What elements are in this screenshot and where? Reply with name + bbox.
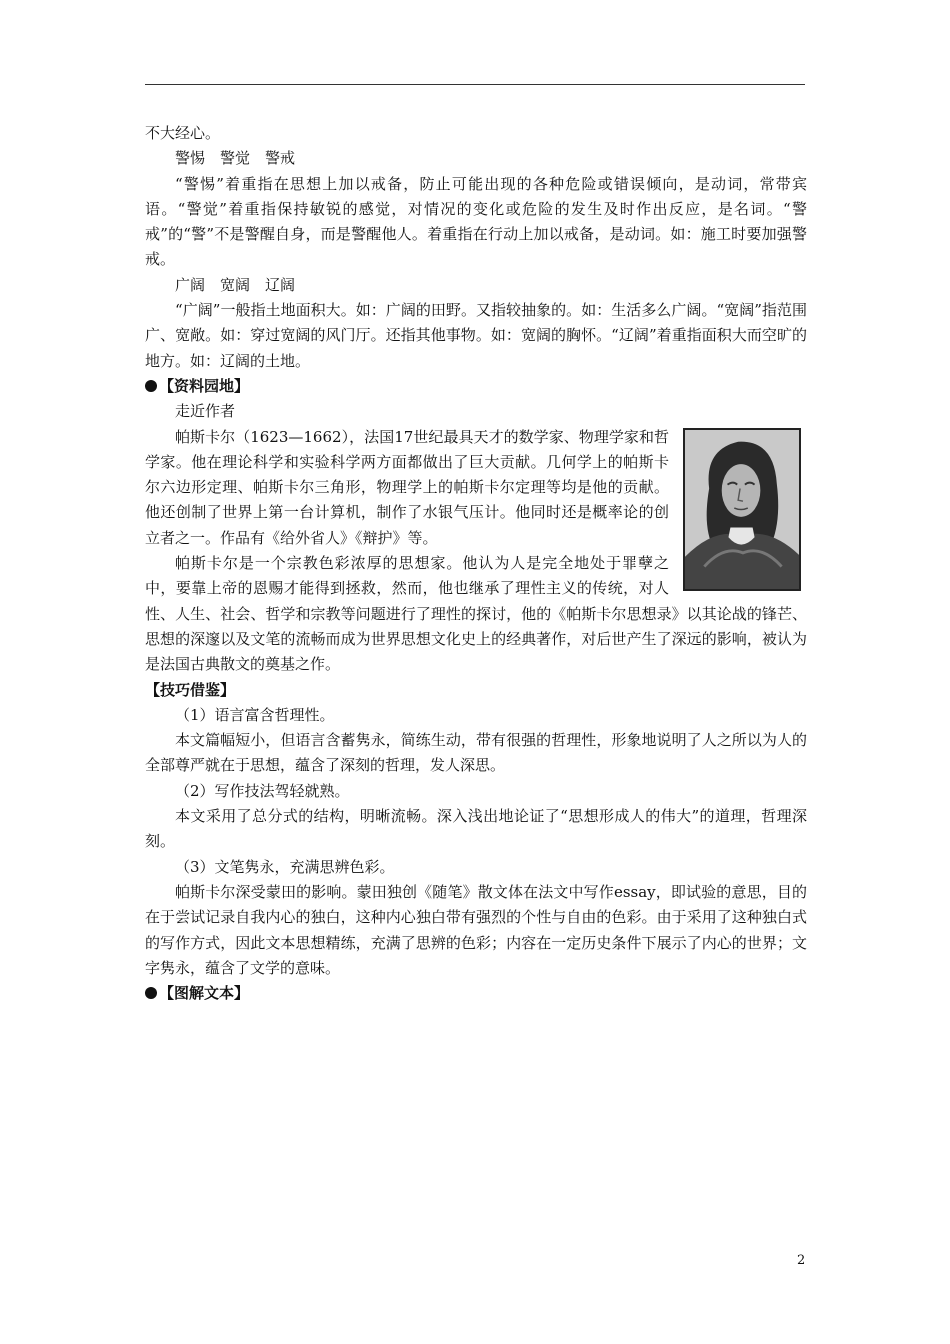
document-body <box>145 121 807 1006</box>
paragraph: 帕斯卡尔是一个宗教色彩浓厚的思想家。他认为人是完全地处于罪孽之中，要靠上帝的恩赐才能得到拯救，然而，他也继承了理性主义的传统，对人性、人生、社会、哲学和宗教等问题进行了理性的探讨，他的《帕斯卡尔思想录》以其论战的锋芒、思想的深邃以及文笔的流畅而成为世界思想文化史上的经典著作，对后世产生了深远的影响，被认为是法国古典散文的奠基之作。 <box>145 554 807 674</box>
section-heading-diagram <box>145 981 807 1006</box>
technique-point: （1）语言富含哲理性。 <box>175 705 335 724</box>
paragraph: 帕斯卡尔（1623—1662），法国17世纪最具天才的数学家、物理学家和哲学家。他在理论科学和实验科学两方面都做出了巨大贡献。几何学上的帕斯卡尔六边形定理、帕斯卡尔三角形，物理学上的帕斯卡尔定理等均是他的贡献。他还创制了世界上第一台计算机，制作了水银气压计。他同时还是概率论的创立者之一。作品有《给外省人》《辩护》等。 <box>145 427 669 547</box>
author-portrait-image <box>683 428 801 591</box>
section-heading-label: 【资料园地】 <box>159 376 250 395</box>
paragraph: 不大经心。 <box>145 124 221 142</box>
page-number: 2 <box>797 1253 806 1268</box>
paragraph: 本文篇幅短小，但语言含蓄隽永，简练生动，带有很强的哲理性，形象地说明了人之所以为人的全部尊严就在于思想，蕴含了深刻的哲理，发人深思。 <box>145 731 807 775</box>
paragraph: 帕斯卡尔深受蒙田的影响。蒙田独创《随笔》散文体在法文中写作essay，即试验的意思，目的在于尝试记录自我内心的独白，这种内心独白带有强烈的个性与自由的色彩。由于采用了这种独白式的写作方式，因此文本思想精练，充满了思辨的色彩；内容在一定历史条件下展示了内心的世界；文字隽永，蕴含了文学的意味。 <box>145 882 807 977</box>
bullet-icon <box>145 380 157 392</box>
paragraph: “警惕”着重指在思想上加以戒备，防止可能出现的各种危险或错误倾向，是动词，常带宾语。“警觉”着重指保持敏锐的感觉，对情况的变化或危险的发生及时作出反应，是名词。“警戒”的“警”不是警醒自身，而是警醒他人。着重指在行动上加以戒备，是动词。如：施工时要加强警戒。 <box>145 174 807 269</box>
word-group-heading: 广阔 宽阔 辽阔 <box>175 275 296 294</box>
paragraph: “广阔”一般指土地面积大。如：广阔的田野。又指较抽象的。如：生活多么广阔。“宽阔”指范围广、宽敞。如：穿过宽阔的风门厅。还指其他事物。如：宽阔的胸怀。“辽阔”着重指面积大而空旷的地方。如：辽阔的土地。 <box>145 301 807 370</box>
bullet-icon <box>145 987 157 999</box>
subheading-author: 走近作者 <box>175 402 236 421</box>
section-heading-resources <box>145 374 807 399</box>
technique-point: （3）文笔隽永，充满思辨色彩。 <box>175 857 395 876</box>
paragraph: 本文采用了总分式的结构，明晰流畅。深入浅出地论证了“思想形成人的伟大”的道理，哲理深刻。 <box>145 807 807 851</box>
word-group-heading: 警惕 警觉 警戒 <box>175 149 296 168</box>
technique-point: （2）写作技法驾轻就熟。 <box>175 781 350 800</box>
section-heading-label: 【图解文本】 <box>159 984 250 1003</box>
section-heading-techniques: 【技巧借鉴】 <box>145 680 236 699</box>
header-rule <box>145 84 805 85</box>
portrait-illustration <box>685 430 799 589</box>
